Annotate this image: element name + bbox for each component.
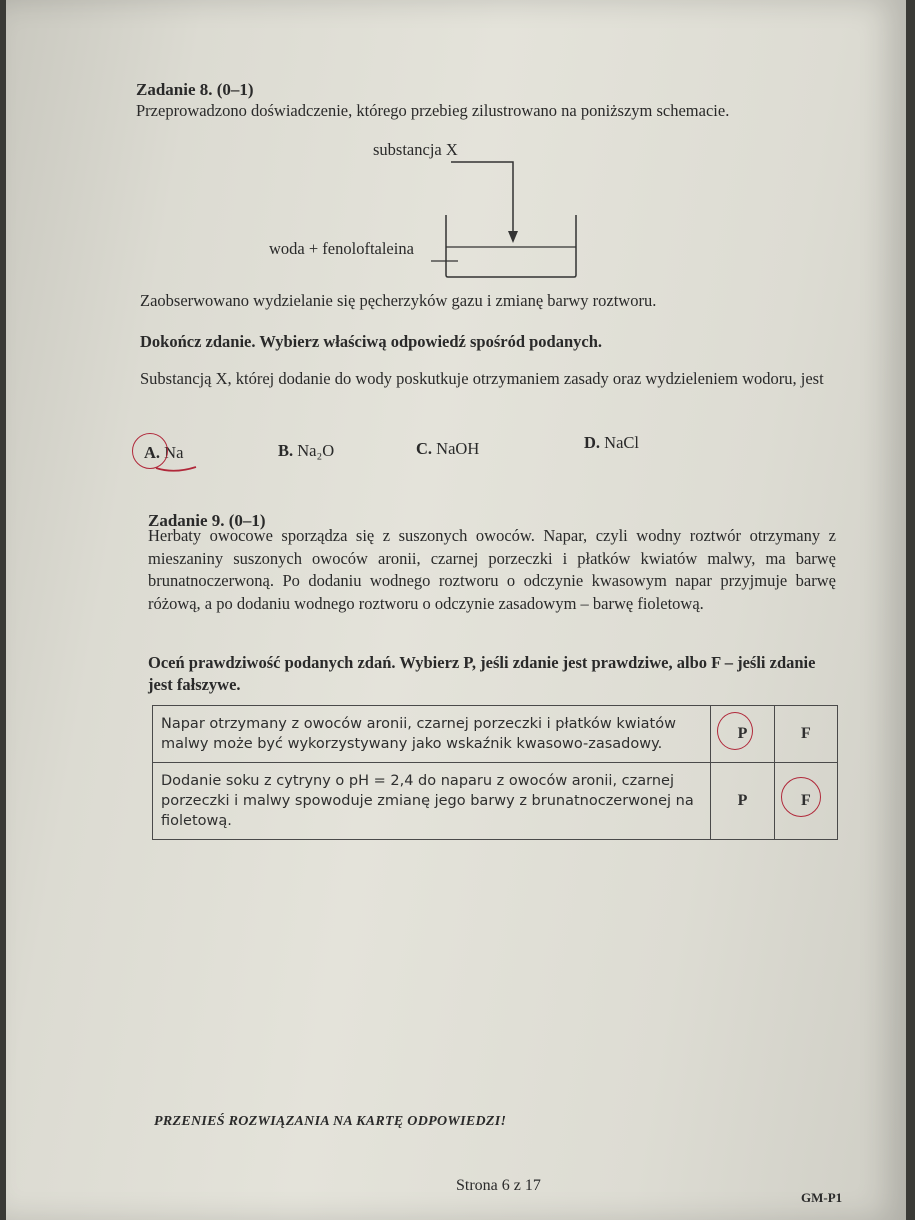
task9-body: Herbaty owocowe sporządza się z suszonych owoców. Napar, czyli wodny roztwór otrzymany z mieszaniny suszonych owoców aronii, czarnej porzeczki i płatków kwiatów malwy, ma barwę brunatnoczerwoną. Po dodaniu wodnego roztworu o odczynie kwasowym napar przyjmuje barwę różową, a po dodaniu wodnego roztworu o odczynie zasadowym – barwę fioletową. [148,526,836,613]
option-text: Na [164,443,184,462]
option-letter: C. [416,439,433,458]
exam-page [6,0,906,1220]
arrow-line [451,162,513,235]
option-letter: D. [584,433,601,452]
arrow-head [508,231,518,243]
statement-cell: Napar otrzymany z owoców aronii, czarnej porzeczki i płatków kwiatów malwy może być wykorzystywany jako wskaźnik kwasowo-zasadowy. [153,706,711,763]
answer-f-cell[interactable] [774,706,837,763]
task9-title: Zadanie 9. (0–1) [148,511,266,530]
task8-instruction: Dokończ zdanie. Wybierz właściwą odpowiedź spośród podanych. [140,332,603,351]
option-d[interactable] [584,433,639,453]
task8-stem: Substancją X, której dodanie do wody poskutkuje otrzymaniem zasady oraz wydzieleniem wodoru, jest [140,369,824,388]
table-row [153,763,838,840]
label-water-phenolphthalein: woda + fenoloftaleina [269,239,414,258]
answer-f-label: F [800,792,811,809]
statement-cell: Dodanie soku z cytryny o pH = 2,4 do naparu z owoców aronii, czarnej porzeczki i malwy spowoduje zmianę jego barwy z brunatnoczerwonej na fioletową. [153,763,711,840]
option-text: Na₂O [297,441,335,460]
pen-circle-mark [717,712,753,750]
transfer-answers-note: PRZENIEŚ ROZWIĄZANIA NA KARTĘ ODPOWIEDZI! [154,1114,507,1129]
beaker [446,215,576,277]
task8-observation: Zaobserwowano wydzielanie się pęcherzyków gazu i zmianę barwy roztworu. [140,291,657,310]
table-row [153,706,838,763]
option-letter: B. [278,441,294,460]
answer-f-cell[interactable] [774,763,837,840]
option-b[interactable] [278,441,334,461]
exam-code: GM-P1 [801,1190,843,1205]
task8-title: Zadanie 8. (0–1) [136,80,254,99]
page-number: Strona 6 z 17 [456,1177,541,1194]
pen-circle-mark [781,777,821,817]
label-substance-x: substancja X [373,140,458,159]
option-text: NaCl [604,433,640,452]
answer-p-cell[interactable] [711,706,774,763]
answer-p-cell[interactable] [711,763,774,840]
experiment-diagram [261,135,591,285]
option-letter: A. [144,443,161,462]
answer-f-label: F [800,725,811,742]
task8-intro: Przeprowadzono doświadczenie, którego przebieg zilustrowano na poniższym schemacie. [136,101,730,120]
pen-underline-mark [154,462,199,476]
task9-instruction: Oceń prawdziwość podanych zdań. Wybierz P, jeśli zdanie jest prawdziwe, albo F – jeśli zdanie jest fałszywe. [148,653,816,694]
answer-p-label: P [737,792,748,809]
answer-p-label: P [737,725,748,742]
option-c[interactable] [416,439,479,459]
option-text: NaOH [436,439,480,458]
true-false-table [152,705,838,840]
